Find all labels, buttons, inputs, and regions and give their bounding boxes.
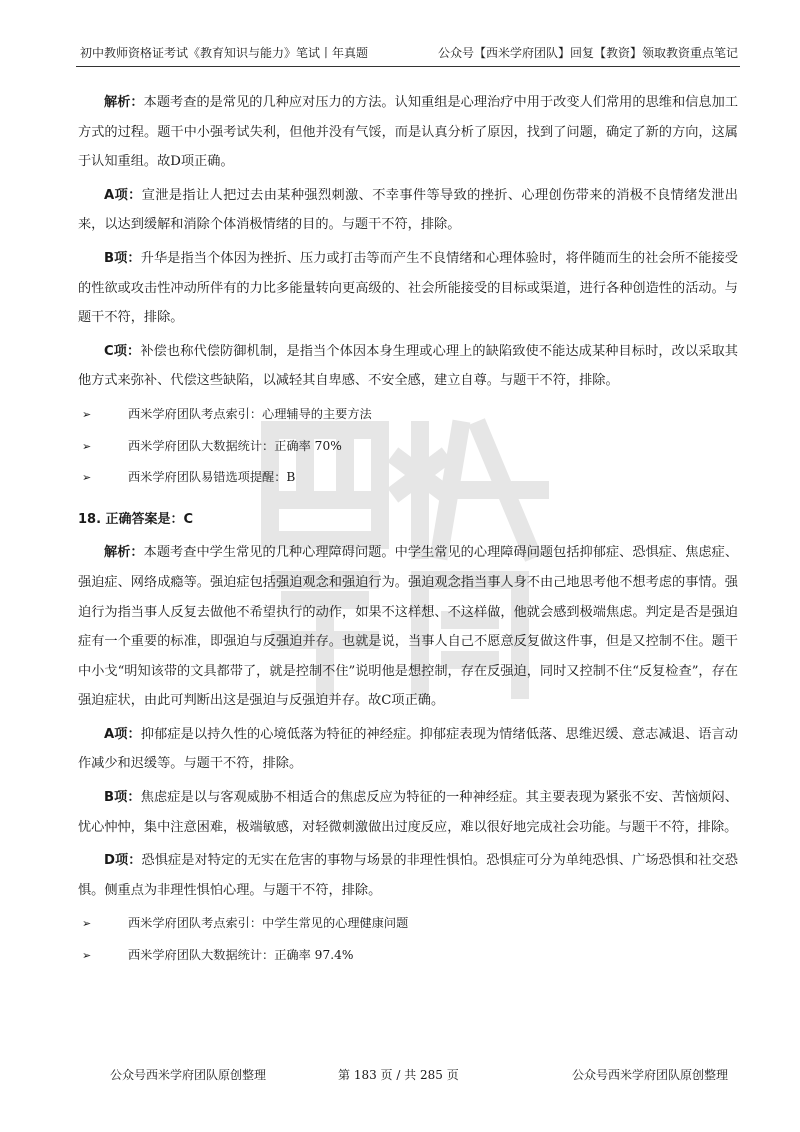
arrow-bullet-icon: ➢ [82, 949, 92, 963]
q18-option-d: D项：恐惧症是对特定的无实在危害的事物与场景的非理性惧怕。恐惧症可分为单纯恐惧、广场恐惧和社交恐惧。侧重点为非理性惧怕心理。与题干不符，排除。 [78, 853, 738, 898]
arrow-bullet-icon: ➢ [82, 471, 92, 485]
header-right-text: 公众号【西米学府团队】回复【教资】领取教资重点笔记 [437, 46, 738, 60]
q18-answer: 18. 正确答案是：C [78, 511, 194, 527]
q17-option-c: C项：补偿也称代偿防御机制，是指当个体因本身生理或心理上的缺陷致使不能达成某种目标时，改以采取其他方式来弥补、代偿这些缺陷，以减轻其自卑感、不安全感，建立自尊。与题干不符，排除。 [78, 343, 738, 389]
arrow-bullet-icon: ➢ [82, 407, 92, 421]
page-footer [76, 1066, 740, 1086]
q18-analysis: 解析：本题考查中学生常见的几种心理障碍问题。中学生常见的心理障碍问题包括抑郁症、恐惧症、焦虑症、强迫症、网络成瘾等。强迫症包括强迫观念和强迫行为。强迫观念指当事人身不由己地思考他不想考虑的事情。强迫行为指当事人反复去做他不希望执行的动作，如果不这样想、不这样做，他就会感到极端焦虑。判定是否是强迫症有一个重要的标准，即强迫与反强迫并存。也就是说，当事人自己不愿意反复做这件事，但是又控制不住。题干中小戈“明知该带的文具都带了，就是控制不住”说明他是想控制，存在反强迫，同时又控制不住“反复检查”，存在强迫症状，由此可判断出这是强迫与反强迫并存。故C项正确。 [78, 545, 739, 709]
footer-right-text: 公众号西米学府团队原创整理 [571, 1068, 728, 1082]
footer-left-text: 公众号西米学府团队原创整理 [110, 1068, 267, 1082]
q18-bullet: ➢ 西米学府团队大数据统计：正确率 97.4% [78, 941, 738, 971]
q17-option-b: B项：升华是指当个体因为挫折、压力或打击等而产生不良情绪和心理体验时，将伴随而生的社会所不能接受的性欲或攻击性冲动所伴有的力比多能量转向更高级的、社会所能接受的目标或渠道，进行各种创造性的活动。与题干不符，排除。 [78, 250, 738, 326]
q18-bullet: ➢ 西米学府团队考点索引：中学生常见的心理健康问题 [78, 909, 738, 939]
header-left-text: 初中教师资格证考试《教育知识与能力》笔试丨年真题 [80, 46, 369, 60]
q17-bullet: ➢ 西米学府团队易错选项提醒：B [78, 463, 738, 493]
arrow-bullet-icon: ➢ [82, 439, 92, 453]
q17-option-a: A项：宣泄是指让人把过去由某种强烈刺激、不幸事件等导致的挫折、心理创伤带来的消极不良情绪发泄出来，以达到缓解和消除个体消极情绪的目的。与题干不符，排除。 [78, 187, 738, 233]
q17-bullet: ➢ 西米学府团队考点索引：心理辅导的主要方法 [78, 400, 738, 430]
arrow-bullet-icon: ➢ [82, 917, 92, 931]
q18-option-b: B项：焦虑症是以与客观威胁不相适合的焦虑反应为特征的一种神经症。其主要表现为紧张不安、苦恼烦闷、忧心忡忡，集中注意困难，极端敏感，对轻微刺激做出过度反应，难以很好地完成社会功能。与题干不符，排除。 [78, 790, 738, 835]
page-content [78, 88, 738, 973]
page-number: 第 183 页 / 共 285 页 [338, 1068, 459, 1082]
q17-bullet: ➢ 西米学府团队大数据统计：正确率 70% [78, 432, 738, 462]
q18-option-a: A项：抑郁症是以持久性的心境低落为特征的神经症。抑郁症表现为情绪低落、思维迟缓、意志减退、语言动作减少和迟缓等。与题干不符，排除。 [78, 726, 738, 772]
q17-analysis: 解析：本题考查的是常见的几种应对压力的方法。认知重组是心理治疗中用于改变人们常用的思维和信息加工方式的过程。题干中小强考试失利，但他并没有气馁，而是认真分析了原因，找到了问题，确定了新的方向，这属于认知重组。故D项正确。 [78, 95, 739, 170]
page-header [76, 40, 740, 67]
